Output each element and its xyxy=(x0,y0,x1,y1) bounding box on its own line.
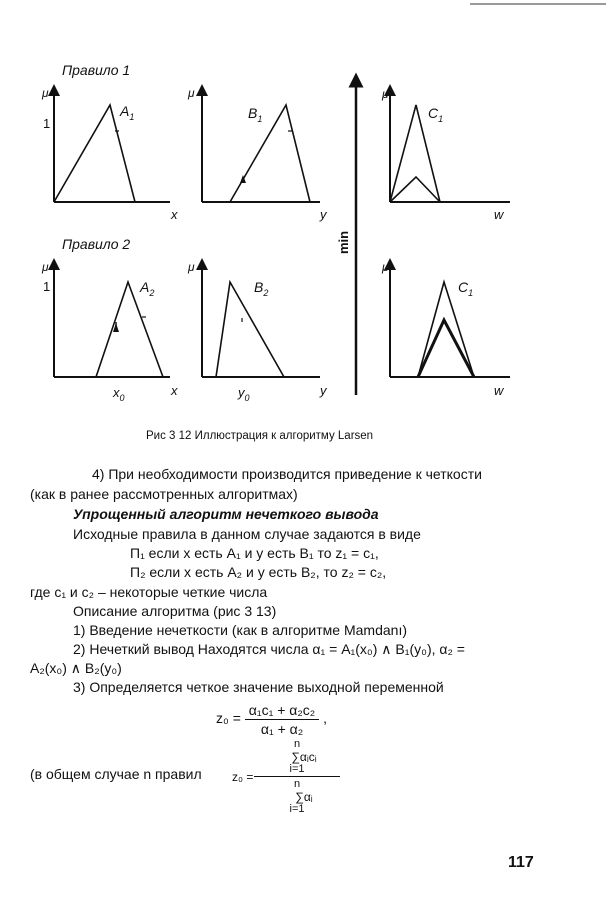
fraction-weighted xyxy=(245,702,319,737)
mu-label: μ xyxy=(382,260,389,274)
where-text: где c₁ и c₂ – некоторые четкие числа xyxy=(30,584,268,600)
rule-2-text: П₂ если x есть A₂ и y есть B₂, то z₂ = c₂, xyxy=(130,564,387,580)
x0-label: $x_0$ xyxy=(113,385,125,403)
general-fraction xyxy=(268,740,340,814)
x-axis-label: x xyxy=(171,207,178,222)
triangle-A1 xyxy=(54,105,135,202)
sum-top-den: n xyxy=(293,778,301,790)
mu-label: μ xyxy=(42,86,49,100)
plot-rule2-B2 xyxy=(187,260,328,403)
mu-label: μ xyxy=(42,260,49,274)
step-2-line2: A₂(x₀) ∧ B₂(y₀) xyxy=(30,660,122,676)
one-label: 1 xyxy=(43,279,51,294)
sum-top-num: n xyxy=(293,738,301,750)
general-numerator: ∑αᵢcᵢ xyxy=(291,750,317,764)
step-2-line1: 2) Нечеткий вывод Находятся числа α₁ = A₁(x₀) ∧ B₁(y₀), α₂ = xyxy=(73,641,465,657)
general-denominator: ∑αᵢ xyxy=(295,790,313,804)
scaled-triangle-C1 xyxy=(390,177,440,202)
triangle-B2 xyxy=(216,282,284,377)
B1-label: $B_1$ xyxy=(248,105,263,124)
B2-label: $B_2$ xyxy=(254,279,269,298)
A1-label: $A_1$ xyxy=(120,103,135,122)
plot-rule1-B1 xyxy=(187,86,328,222)
rule1-label: Правило 1 xyxy=(62,62,131,78)
paragraph-rules-intro: Исходные правила в данном случае задаются в виде xyxy=(73,526,421,542)
paragraph-4-line2: (как в ранее рассмотренных алгоритмах) xyxy=(30,486,298,502)
y0-label: $y_0$ xyxy=(238,385,250,403)
sum-bottom-den: i=1 xyxy=(289,803,305,815)
page-number: 117 xyxy=(508,854,534,871)
z0-label-2: z₀ = xyxy=(232,770,254,784)
algorithm-desc: Описание алгоритма (рис 3 13) xyxy=(73,603,277,619)
mu-label: μ xyxy=(382,87,389,101)
paragraph-4-line1: 4) При необходимости производится приведение к четкости xyxy=(92,466,482,482)
step-1: 1) Введение нечеткости (как в алгоритме Mamdanı) xyxy=(73,622,407,638)
mu-label: μ xyxy=(188,260,195,274)
x-axis-label: x xyxy=(171,383,178,398)
mu-label: μ xyxy=(188,86,195,100)
rule2-label: Правило 2 xyxy=(62,236,131,252)
w-axis-label: w xyxy=(494,383,504,398)
A2-label: $A_2$ xyxy=(140,279,155,298)
plot-rule2-A2 xyxy=(41,260,178,403)
C-label: $C_1$ xyxy=(458,279,474,298)
fraction-numerator: α₁c₁ + α₂c₂ xyxy=(245,702,319,720)
formula-z0 xyxy=(216,702,327,737)
C1-label: $C_1$ xyxy=(428,105,444,124)
min-arrow xyxy=(336,80,356,395)
w-axis-label: w xyxy=(494,207,504,222)
section-heading: Упрощенный алгоритм нечеткого вывода xyxy=(73,506,379,522)
figure-caption: Рис 3 12 Иллюстрация к алгоритму Larsen xyxy=(146,430,374,442)
triangle-B1 xyxy=(230,105,310,202)
sum-bottom-num: i=1 xyxy=(254,765,340,777)
general-case-text: (в общем случае n правил xyxy=(30,766,202,782)
plot-rule1-C1 xyxy=(381,87,510,222)
min-label: min xyxy=(336,230,351,254)
step-3: 3) Определяется четкое значение выходной переменной xyxy=(73,679,444,695)
y-axis-label: y xyxy=(320,207,327,222)
rule-1-text: П₁ если x есть A₁ и y есть B₁ то z₁ = c₁, xyxy=(130,545,379,561)
y-axis-label: y xyxy=(320,383,327,398)
z0-label: z₀ = xyxy=(216,710,241,727)
formula-comma: , xyxy=(323,710,328,727)
plot-rule2-C xyxy=(381,260,510,398)
one-label: 1 xyxy=(43,116,51,131)
fraction-denominator: α₁ + α₂ xyxy=(260,721,304,737)
plot-rule1-A1 xyxy=(41,86,178,222)
larsen-figure xyxy=(0,0,606,420)
